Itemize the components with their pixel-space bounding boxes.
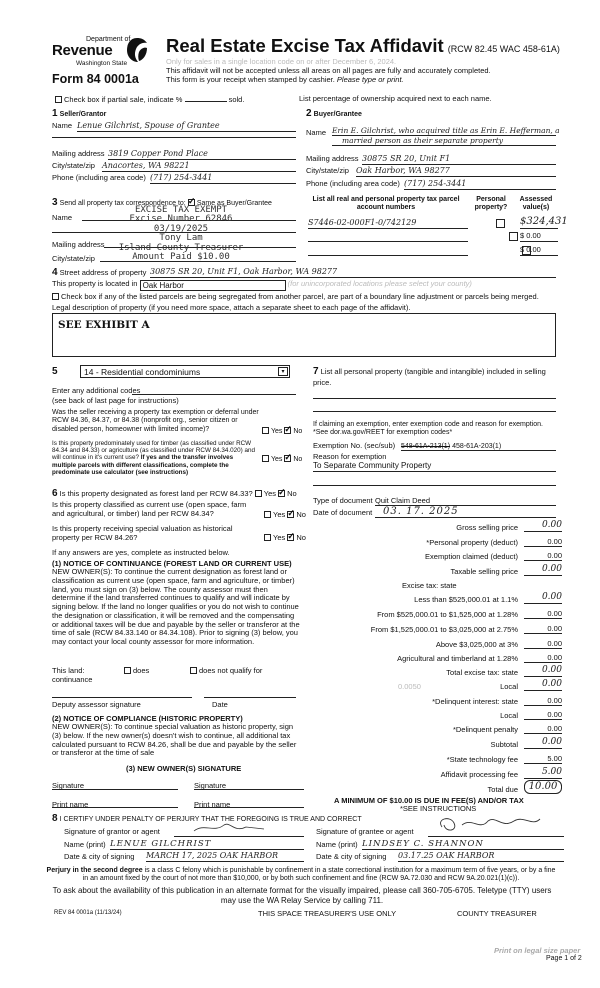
- t4-field[interactable]: 0.00: [524, 639, 562, 649]
- q-timber-text: [52, 440, 256, 476]
- section4-num: 4: [52, 267, 58, 278]
- section3-mailing-label: Mailing address: [52, 240, 105, 249]
- codes-hint: (see back of last page for instructions): [52, 396, 179, 405]
- grantee-print-label: Name (print): [316, 840, 358, 849]
- located-row: [52, 279, 472, 291]
- seller-city-label: City/state/zip: [52, 161, 95, 170]
- exemption-no-field[interactable]: [401, 441, 556, 451]
- q-exemption-no-label: No: [293, 428, 303, 435]
- stamp-line5: Island County Treasurer: [118, 242, 244, 253]
- owner-print-label-2: Print name: [194, 800, 231, 809]
- county-treasurer: COUNTY TREASURER: [457, 909, 537, 918]
- parcel-field-2[interactable]: [308, 231, 468, 242]
- buyer-mailing-label: Mailing address: [306, 154, 359, 163]
- forest-yes-label: Yes: [263, 489, 277, 498]
- buyer-city-field[interactable]: Oak Harbor, WA 98277: [356, 166, 556, 177]
- partial-sale-percent-field[interactable]: [185, 94, 227, 102]
- buyer-heading-text: Buyer/Grantee: [313, 111, 362, 118]
- does-checkbox[interactable]: [124, 667, 131, 674]
- dept-line2: Revenue: [52, 42, 113, 59]
- t2-field[interactable]: 0.00: [524, 609, 562, 619]
- tax-row-total-state: [300, 665, 562, 677]
- tax-row-ag: [300, 651, 562, 663]
- grantee-date-label: Date & city of signing: [316, 852, 387, 861]
- personal-checkbox-2[interactable]: [509, 232, 518, 241]
- section7-label: List all personal property (tangible and intangible) included in selling price.: [313, 367, 546, 387]
- legal-description-text: SEE EXHIBIT A: [58, 319, 150, 331]
- q-exemption-yes-label: Yes: [271, 428, 283, 435]
- same-as-buyer-label: Same as Buyer/Grantee: [196, 200, 272, 207]
- does-label: does: [133, 666, 150, 675]
- alt-format-notice: To ask about the availability of this publication in an alternate format for the visually impaired, please call 360-705-6705. Teletype (TTY) users may use the WA Relay Service by calling 711.: [52, 886, 552, 905]
- section7-label-row: [313, 366, 556, 387]
- tax-row-taxable: [300, 564, 562, 576]
- property-address-field[interactable]: 30875 SR 20, Unit F1, Oak Harbor, WA 98277: [150, 267, 556, 278]
- taxable-label: Taxable selling price: [450, 567, 518, 576]
- local-field[interactable]: 0.00: [524, 679, 562, 691]
- section7-num: 7: [313, 366, 319, 377]
- q-timber-no-checkbox[interactable]: [284, 455, 291, 462]
- owner-signature-label-1: Signature: [52, 781, 85, 790]
- tax-row-local: [300, 679, 562, 691]
- grantee-signature-scribble: [428, 813, 564, 837]
- does-not-checkbox[interactable]: [190, 667, 197, 674]
- title-text: Real Estate Excise Tax Affidavit: [166, 35, 444, 56]
- tax-row-tech-fee: [300, 752, 562, 764]
- t4-label: Above $3,025,000 at 3%: [435, 640, 518, 649]
- tech-fee-label: *State technology fee: [446, 755, 518, 764]
- q-timber-bold: If yes and the transfer involves multiple parcels with different classifications, complete the predominate use calculator (see instructions): [52, 454, 234, 476]
- q-exemption-no-checkbox[interactable]: [284, 427, 291, 434]
- seller-name-label: Name: [52, 121, 73, 130]
- total-state-field[interactable]: 0.00: [524, 665, 562, 677]
- seller-city-row: [52, 161, 296, 173]
- deputy-label: Deputy assessor signature: [52, 700, 141, 709]
- section6-q1-row: [52, 488, 306, 500]
- tax-row-delinq-penalty: [300, 722, 562, 734]
- grantor-print-label: Name (print): [64, 840, 106, 849]
- section8-num: 8: [52, 813, 58, 824]
- excise-exempt-stamp: [116, 206, 246, 263]
- section5-num: 5: [52, 366, 58, 377]
- form-number: Form 84 0001a: [52, 72, 139, 86]
- personal-field[interactable]: 0.00: [524, 537, 562, 547]
- grantor-signature-scribble: [174, 821, 304, 835]
- located-label: This property is located in: [52, 279, 138, 288]
- treasurer-use: THIS SPACE TREASURER'S USE ONLY: [258, 909, 397, 918]
- partial-sale-row: [55, 94, 244, 104]
- tax-row-t1: [300, 592, 562, 604]
- grantor-print-field[interactable]: LENUE GILCHRIST: [110, 839, 304, 850]
- delinq-penalty-label: *Delinquent penalty: [452, 725, 518, 734]
- legal-paper-note: Print on legal size paper: [494, 946, 581, 955]
- seller-num: 1: [52, 108, 58, 119]
- grantee-date-row: [316, 852, 566, 864]
- buyer-phone-label: Phone (including area code): [306, 179, 400, 188]
- legal-label: Legal description of property (if you need more space, attach a separate sheet to each page of the affidavit).: [52, 303, 411, 312]
- grantor-date-label: Date & city of signing: [64, 852, 135, 861]
- tax-row-delinq-local: [300, 708, 562, 720]
- land-use-select[interactable]: [80, 365, 290, 378]
- rev-number: REV 84 0001a (11/13/24): [54, 910, 122, 916]
- legal-description-field[interactable]: [52, 313, 556, 357]
- tax-row-gross: [300, 520, 562, 532]
- delinq-local-field[interactable]: 0.00: [524, 710, 562, 720]
- buyer-city-label: City/state/zip: [306, 166, 349, 175]
- dor-swoosh-icon: [126, 36, 148, 64]
- t2-label: From $525,000.01 to $1,525,000 at 1.28%: [377, 610, 518, 619]
- notice2-title: (2) NOTICE OF COMPLIANCE (HISTORIC PROPERTY): [52, 714, 243, 723]
- forest-yes-checkbox[interactable]: [255, 490, 262, 497]
- current-use-yes-label: Yes: [273, 510, 286, 519]
- minimum-notice: A MINIMUM OF $10.00 IS DUE IN FEE(S) AND/OR TAX: [334, 796, 524, 805]
- state-heading: Excise tax: state: [402, 581, 457, 590]
- local-rate: 0.0050: [398, 682, 421, 691]
- doc-type-field[interactable]: Quit Claim Deed: [375, 496, 556, 506]
- land-label: This land:: [52, 666, 85, 675]
- section6-q3: Is this property receiving special valuation as historical property per RCW 84.26?: [52, 524, 233, 542]
- exemption-reason-label: Reason for exemption: [313, 452, 387, 461]
- assessed-field-1[interactable]: $324,431: [520, 216, 568, 227]
- ag-label: Agricultural and timberland at 1.28%: [397, 654, 518, 663]
- notice-2-italic: Please type or print.: [336, 75, 404, 84]
- seller-phone-row: [52, 173, 296, 185]
- section3-heading-text: Send all property tax correspondence to:: [59, 200, 186, 207]
- buyer-name-label: Name: [306, 128, 327, 137]
- t1-label: Less than $525,000.01 at 1.1%: [414, 595, 518, 604]
- total-due-field[interactable]: 10.00: [524, 780, 562, 794]
- seller-mailing-row: [52, 149, 296, 161]
- tax-row-exemption: [300, 549, 562, 561]
- partial-sale-sold: sold.: [228, 95, 245, 104]
- subtotal-label: Subtotal: [490, 740, 518, 749]
- seller-phone-field[interactable]: (717) 254-3441: [150, 173, 296, 184]
- tax-row-personal: [300, 535, 562, 547]
- gross-label: Gross selling price: [456, 523, 518, 532]
- exemption-no-label: Exemption No. (sec/sub): [313, 441, 396, 450]
- q-timber-no-label: No: [293, 456, 303, 463]
- section3-name-label: Name: [52, 213, 73, 222]
- stamp-line2: Excise Number 62846: [129, 214, 233, 225]
- dept-line3: Washington State: [76, 60, 128, 67]
- tax-row-subtotal: [300, 737, 562, 749]
- does-not-option: [190, 666, 262, 675]
- seller-heading-text: Seller/Grantor: [59, 111, 107, 118]
- seller-mailing-field[interactable]: 3819 Copper Pond Place: [108, 149, 296, 160]
- tech-fee-field[interactable]: 5.00: [524, 754, 562, 764]
- total-state-label: Total excise tax: state: [446, 668, 518, 677]
- q-timber-answers: [262, 455, 302, 464]
- taxable-field[interactable]: 0.00: [524, 564, 562, 576]
- notice-2: [166, 75, 404, 84]
- buyer-phone-row: [306, 179, 556, 191]
- parcel-field-3[interactable]: [308, 245, 468, 256]
- doc-date-field[interactable]: 03. 17. 2025: [375, 506, 556, 518]
- gross-field[interactable]: 0.00: [524, 520, 562, 532]
- seller-city-field[interactable]: Anacortes, WA 98221: [102, 161, 296, 172]
- located-hint: (for unincorporated locations please select your county): [287, 279, 472, 288]
- section3-city-label: City/state/zip: [52, 254, 95, 263]
- aff-fee-field[interactable]: 5.00: [524, 767, 562, 779]
- section4-street-label: Street address of property: [59, 268, 147, 277]
- parcel-field-1[interactable]: S7446-02-000F1-0/742129: [308, 218, 468, 229]
- deputy-date-field[interactable]: [204, 697, 296, 698]
- notice2-body: NEW OWNER(S): To continue special valuation as historic property, sign (3) below. If the new owner(s) doesn't wish to continue, all additional tax calculated pursuant to RCW 84.26, shall be due and payable by the seller or transferor at the time of sale: [52, 722, 297, 758]
- land-qualify-row: [52, 666, 302, 688]
- notice-1: This affidavit will not be accepted unless all areas on all pages are fully and accurately completed.: [166, 66, 491, 75]
- grantor-signature-label: Signature of grantor or agent: [64, 827, 160, 836]
- exemption-reason-field[interactable]: To Separate Community Property: [313, 461, 556, 472]
- historic-yes-checkbox[interactable]: [264, 534, 271, 541]
- tax-row-t4: [300, 637, 562, 649]
- assessed-col-header: Assessed value(s): [519, 196, 553, 212]
- exemption-claimed-label: Exemption claimed (deduct): [425, 552, 518, 561]
- exemption-instruction: If claiming an exemption, enter exemption code and reason for exemption. *See dor.wa.gov/REET for exemption codes*: [313, 421, 543, 437]
- assessed-field-2[interactable]: $ 0.00: [520, 231, 558, 242]
- notice-2-text: This form is your receipt when stamped by cashier.: [166, 75, 335, 84]
- section8-certify-text: I CERTIFY UNDER PENALTY OF PERJURY THAT THE FOREGOING IS TRUE AND CORRECT: [59, 816, 362, 823]
- local-label: Local: [500, 682, 518, 691]
- current-use-no-checkbox[interactable]: [287, 511, 294, 518]
- seller-name-extra-line[interactable]: [52, 137, 296, 138]
- grantee-date-field[interactable]: 03.17.25 OAK HARBOR: [398, 851, 564, 862]
- seller-heading: [52, 108, 106, 120]
- segregated-checkbox[interactable]: [52, 293, 59, 300]
- personal-label: *Personal property (deduct): [426, 538, 518, 547]
- dropdown-chevron-icon: ▾: [278, 367, 288, 376]
- buyer-name-row: [306, 126, 560, 148]
- section4-street-row: [52, 267, 556, 279]
- seller-mailing-label: Mailing address: [52, 149, 105, 158]
- q-timber-plain: Is this property predominately used for timber (as classified under RCW 84.34 and 84.33) or agriculture (as classified under RCW 84.34.020) and will continue in it's current use?: [52, 440, 256, 462]
- additional-codes-field[interactable]: [132, 386, 296, 395]
- exemption-no-value: 458-61A-203(1): [452, 443, 502, 450]
- ownership-instruction: List percentage of ownership acquired next to each name.: [299, 94, 492, 103]
- doc-date-row: [313, 508, 556, 519]
- buyer-city-row: [306, 166, 556, 178]
- notice3-title: (3) NEW OWNER(S) SIGNATURE: [126, 764, 242, 773]
- buyer-name-line2[interactable]: married person as their separate property: [332, 136, 556, 146]
- tax-row-t2: [300, 607, 562, 619]
- personal-property-field[interactable]: [313, 398, 556, 399]
- stamp-line1: EXCISE TAX EXEMPT: [134, 205, 228, 215]
- tax-row-total-due: [300, 782, 562, 794]
- exemption-no-struck: 548-61A-213(1): [401, 443, 451, 450]
- exemption-no-row: [313, 441, 556, 452]
- delinq-state-label: *Delinquent interest: state: [432, 697, 518, 706]
- historic-no-checkbox[interactable]: [287, 534, 294, 541]
- perjury-rest: is a class C felony which is punishable by confinement in a state correctional institution for a maximum term of five years, or by a fine in an amount fixed by the court of not more than $10,000, or by both such confinement and fine (RCW 9A.72.030 and RCW 9A.20.021(1)(c)).: [82, 867, 556, 883]
- segregated-row: [52, 292, 539, 301]
- notice1-title: (1) NOTICE OF CONTINUANCE (FOREST LAND OR CURRENT USE): [52, 559, 292, 568]
- additional-codes-label: Enter any additional codes: [52, 386, 141, 395]
- total-due-label: Total due: [487, 785, 518, 794]
- partial-sale-checkbox[interactable]: [55, 96, 62, 103]
- stamp-line3: 03/19/2025: [153, 223, 209, 234]
- section6-instr: If any answers are yes, complete as instructed below.: [52, 548, 230, 557]
- tax-row-delinq-state: [300, 694, 562, 706]
- segregated-label: Check box if any of the listed parcels are being segregated from another parcel, are part of a boundary line adjustment or parcels being merged.: [61, 292, 539, 301]
- historic-yes-label: Yes: [273, 533, 286, 542]
- current-use-no-label: No: [296, 510, 306, 519]
- buyer-num: 2: [306, 108, 312, 119]
- aff-fee-label: Affidavit processing fee: [440, 770, 518, 779]
- continuance-label: continuance: [52, 675, 93, 684]
- deputy-date-label: Date: [212, 700, 228, 709]
- deputy-signature-field[interactable]: [52, 697, 192, 698]
- q-timber-yes-label: Yes: [271, 456, 283, 463]
- grantor-signature-field[interactable]: [174, 827, 304, 837]
- exemption-claimed-field[interactable]: 0.00: [524, 551, 562, 561]
- personal-checkbox-1[interactable]: [496, 219, 505, 228]
- owner-print-label-1: Print name: [52, 800, 89, 809]
- location-select[interactable]: Oak Harbor: [140, 280, 286, 291]
- notice-gray: Only for sales in a single location code on or after December 6, 2024.: [166, 57, 397, 66]
- personal-col-header: Personal property?: [474, 196, 508, 212]
- ag-field[interactable]: 0.00: [524, 653, 562, 663]
- delinq-penalty-field[interactable]: 0.00: [524, 724, 562, 734]
- page-number: Page 1 of 2: [546, 955, 582, 962]
- section3-num: 3: [52, 197, 58, 208]
- section6-num: 6: [52, 488, 58, 499]
- q-exemption-text: Was the seller receiving a property tax exemption or deferral under RCW 84.36, 84.37, or 84.38 (nonprofit org., senior citizen or disabled person, homeowner with limited income)?: [52, 409, 259, 433]
- buyer-mailing-row: [306, 154, 556, 166]
- subtotal-field[interactable]: 0.00: [524, 737, 562, 749]
- grantee-signature-label: Signature of grantee or agent: [316, 827, 414, 836]
- delinq-state-field[interactable]: 0.00: [524, 696, 562, 706]
- tax-row-aff-fee: [300, 767, 562, 779]
- assessed-field-3[interactable]: $ 0.00: [520, 245, 558, 256]
- grantee-print-field[interactable]: LINDSEY C. SHANNON: [362, 839, 564, 850]
- current-use-yes-checkbox[interactable]: [264, 511, 271, 518]
- title-citation: (RCW 82.45 WAC 458-61A): [447, 44, 560, 54]
- q-exemption-yes-checkbox[interactable]: [262, 427, 269, 434]
- forest-no-checkbox[interactable]: [278, 490, 285, 497]
- current-use-answers: [264, 510, 306, 519]
- does-option: [124, 666, 149, 675]
- exemption-reason-field-2[interactable]: [313, 485, 556, 486]
- grantor-date-row: [64, 852, 304, 864]
- tax-row-t3: [300, 622, 562, 634]
- notice1-body: NEW OWNER(S): To continue the current designation as forest land or classification as current use (open space, farm and agriculture, or timber) land, you must sign on (3) below. The county assessor must then determine if the land transferred continues to qualify and will indicate by signing below. If the land no longer qualifies or you do not wish to continue the designation or classification, it will be removed and the compensating or additional taxes will be due and payable by the seller or transferor at the time of sale (RCW 84.33.140 or 84.34.108). Prior to signing (3) below, you may contact your local county assessor for more information.: [52, 567, 300, 647]
- t1-field[interactable]: 0.00: [524, 592, 562, 604]
- t3-field[interactable]: 0.00: [524, 624, 562, 634]
- perjury-bold: Perjury in the second degree: [46, 867, 143, 874]
- grantor-date-field[interactable]: MARCH 17, 2025 OAK HARBOR: [146, 851, 304, 862]
- buyer-heading: [306, 108, 362, 120]
- q-exemption-answers: [262, 427, 302, 436]
- buyer-mailing-field[interactable]: 30875 SR 20, Unit F1: [362, 154, 556, 165]
- stamp-line4: Tony Lam: [159, 233, 203, 244]
- t3-label: From $1,525,000.01 to $3,025,000 at 2.75%: [370, 625, 518, 634]
- buyer-phone-field[interactable]: (717) 254-3441: [404, 179, 556, 190]
- see-instructions: *SEE INSTRUCTIONS: [400, 804, 477, 813]
- seller-phone-label: Phone (including area code): [52, 173, 146, 182]
- doc-date-label: Date of document: [313, 508, 373, 517]
- does-not-label: does not qualify for: [199, 666, 263, 675]
- parcel-col-header: List all real and personal property tax parcel account numbers: [312, 196, 460, 212]
- form-title: [166, 35, 560, 57]
- personal-property-field-2[interactable]: [313, 411, 556, 412]
- seller-name-field[interactable]: Lenue Gilchrist, Spouse of Grantee: [77, 121, 296, 132]
- grantee-signature-field[interactable]: [428, 827, 564, 837]
- seller-name-row: [52, 121, 296, 133]
- grantor-signature-row: [64, 827, 304, 839]
- land-use-value: 14 - Residential condominiums: [84, 367, 201, 377]
- delinq-local-label: Local: [500, 711, 518, 720]
- buyer-name-line1[interactable]: Erin E. Gilchrist, who acquired title as Erin E. Hefferman, a: [332, 126, 560, 135]
- doc-type-label: Type of document: [313, 496, 373, 505]
- historic-no-label: No: [296, 533, 306, 542]
- grantee-signature-row: [316, 827, 566, 839]
- owner-signature-label-2: Signature: [194, 781, 227, 790]
- dept-line1: Department of: [86, 36, 131, 43]
- perjury-notice: [44, 867, 558, 884]
- q-timber-yes-checkbox[interactable]: [262, 455, 269, 462]
- forest-no-label: No: [287, 489, 297, 498]
- stamp-line6: Amount Paid $10.00: [132, 252, 230, 263]
- partial-sale-label: Check box if partial sale, indicate %: [64, 95, 183, 104]
- section6-q2: Is this property classified as current use (open space, farm and agricultural, or timber) land per RCW 84.34?: [52, 500, 247, 518]
- section6-q1: Is this property designated as forest land per RCW 84.33?: [59, 489, 253, 498]
